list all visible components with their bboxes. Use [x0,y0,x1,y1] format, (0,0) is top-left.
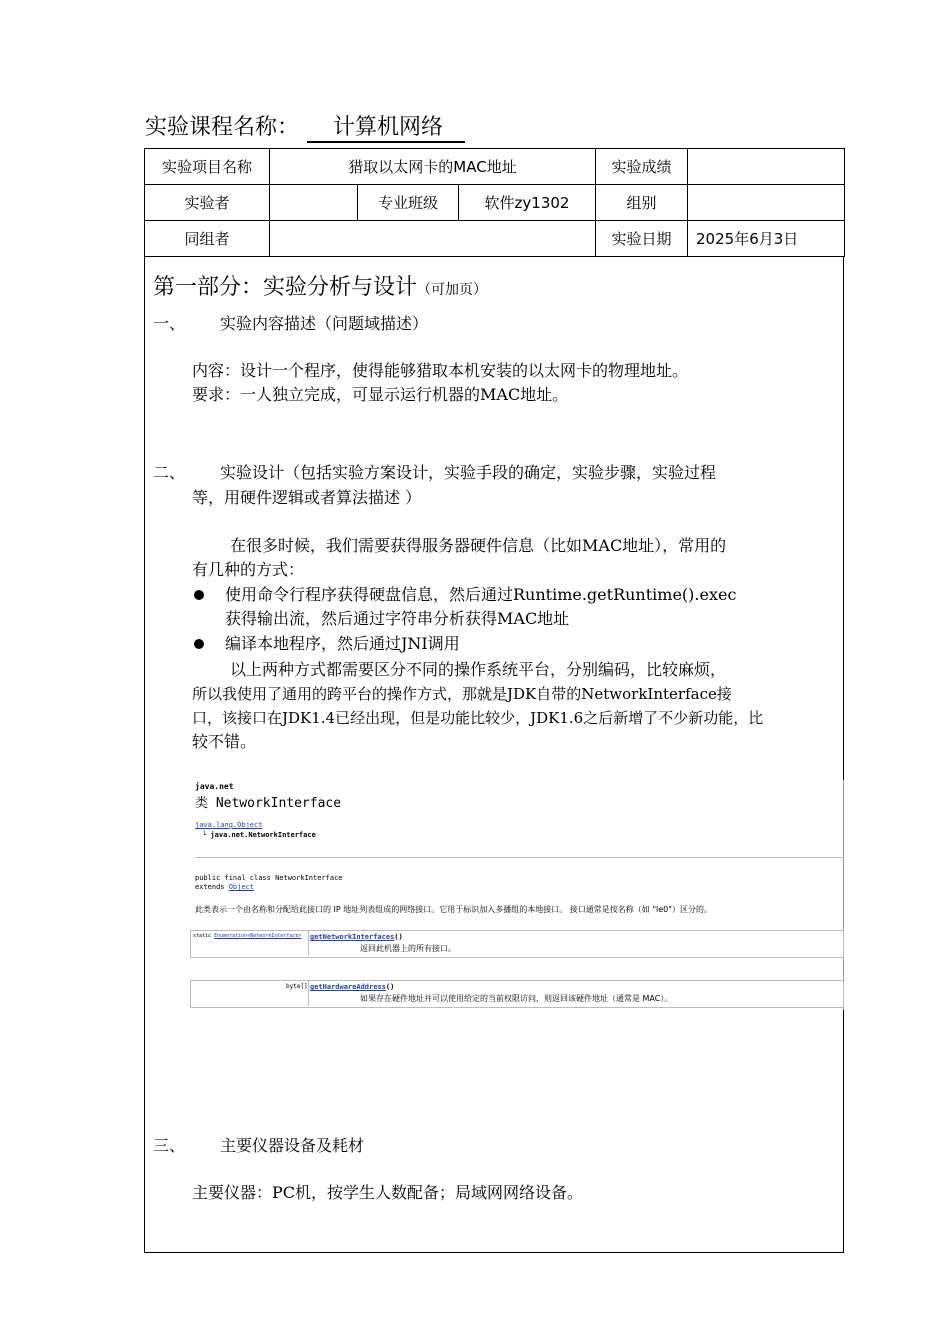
javadoc-package: java.net [195,782,234,791]
date-label: 实验日期 [596,221,688,257]
score-label: 实验成绩 [596,149,688,185]
method1-signature: getNetworkInterfaces() [310,933,403,941]
method2-description: 如果存在硬件地址并可以使用给定的当前权限访问，则返回该硬件地址（通常是 MAC）。 [360,994,673,1003]
design-paragraph-2-line2: 所以我使用了通用的跨平台的操作方式，那就是JDK自带的NetworkInterface接 [192,685,732,703]
method2-signature: getHardwareAddress() [310,983,395,991]
section3-title: 主要仪器设备及耗材 [220,1136,365,1155]
section2-num: 二、 [153,463,186,482]
part1-note: （可加页） [417,282,488,298]
table-row [145,185,845,221]
partners-label: 同组者 [145,221,270,257]
date-value: 2025年6月3日 [688,221,845,257]
section1-num: 一、 [153,314,186,333]
divider [308,930,309,956]
section2-title-line2: 等，用硬件逻辑或者算法描述 ） [192,488,422,507]
requirement-text: 要求：一人独立完成，可显示运行机器的MAC地址。 [192,385,569,404]
design-paragraph-1-line2: 有几种的方式： [192,560,305,579]
method1-description: 返回此机器上的所有接口。 [360,944,456,953]
javadoc-class-title: 类 NetworkInterface [195,796,342,811]
info-table [144,148,845,257]
section2-title-line1: 实验设计（包括实验方案设计，实验手段的确定，实验步骤，实验过程 [220,463,717,482]
method1-link[interactable]: getNetworkInterfaces [310,933,395,941]
table-row [145,149,845,185]
part1-heading: 第一部分：实验分析与设计 [153,275,418,300]
bullet1-line2: 获得输出流，然后通过字符串分析获得MAC地址 [225,609,570,628]
javadoc-hierarchy-class: └ java.net.NetworkInterface [202,831,316,839]
score-value [688,149,845,185]
method2-link[interactable]: getHardwareAddress [310,983,386,991]
bullet-icon [194,639,204,649]
javadoc-declaration-line1: public final class NetworkInterface [195,874,343,882]
experimenter-label: 实验者 [145,185,270,221]
major-class-label: 专业班级 [358,185,459,221]
course-name: 计算机网络 [307,110,465,143]
equipment-text: 主要仪器：PC机，按学生人数配备；局域网网络设备。 [192,1183,584,1202]
divider [195,857,844,858]
design-paragraph-1-line1: 在很多时候，我们需要获得服务器硬件信息（比如MAC地址），常用的 [230,536,727,555]
method1-type: static Enumeration<NetworkInterface> [193,933,302,939]
screenshot-edge [843,780,844,1010]
course-title [145,110,465,143]
bullet1-line1: 使用命令行程序获得硬盘信息，然后通过Runtime.getRuntime().exec [225,585,737,604]
design-paragraph-2-line1: 以上两种方式都需要区分不同的操作系统平台，分别编码，比较麻烦， [230,660,727,679]
method2-type: byte[] [286,983,308,990]
course-label: 实验课程名称： [145,115,300,140]
javadoc-class-description: 此类表示一个由名称和分配给此接口的 IP 地址列表组成的网络接口。它用于标识加入多播组的本地接口。 接口通常是按名称（如 "le0"）区分的。 [195,905,712,914]
design-paragraph-2-line3: 口，该接口在JDK1.4已经出现，但是功能比较少，JDK1.6之后新增了不少新功能，比 [192,709,764,727]
design-paragraph-2-line4: 较不错。 [192,732,257,751]
table-row [145,221,845,257]
object-link[interactable]: Object [228,883,255,891]
project-name: 猎取以太网卡的MAC地址 [270,149,596,185]
section3-num: 三、 [153,1136,186,1155]
part1-title [153,270,487,301]
experimenter-value [270,185,358,221]
major-class-value: 软件zy1302 [459,185,596,221]
partners-value [270,221,596,257]
javadoc-screenshot [190,780,844,1010]
group-value [688,185,845,221]
content-text: 内容：设计一个程序，使得能够猎取本机安装的以太网卡的物理地址。 [192,361,689,380]
javadoc-hierarchy-object-link[interactable]: java.lang.Object [195,821,263,829]
javadoc-declaration-line2: extends Object [195,883,255,891]
group-label: 组别 [596,185,688,221]
divider [308,980,309,1006]
section1-title: 实验内容描述（问题域描述） [220,314,429,333]
project-name-label: 实验项目名称 [145,149,270,185]
bullet-icon [194,590,204,600]
bullet2-text: 编译本地程序，然后通过JNI调用 [225,634,460,653]
